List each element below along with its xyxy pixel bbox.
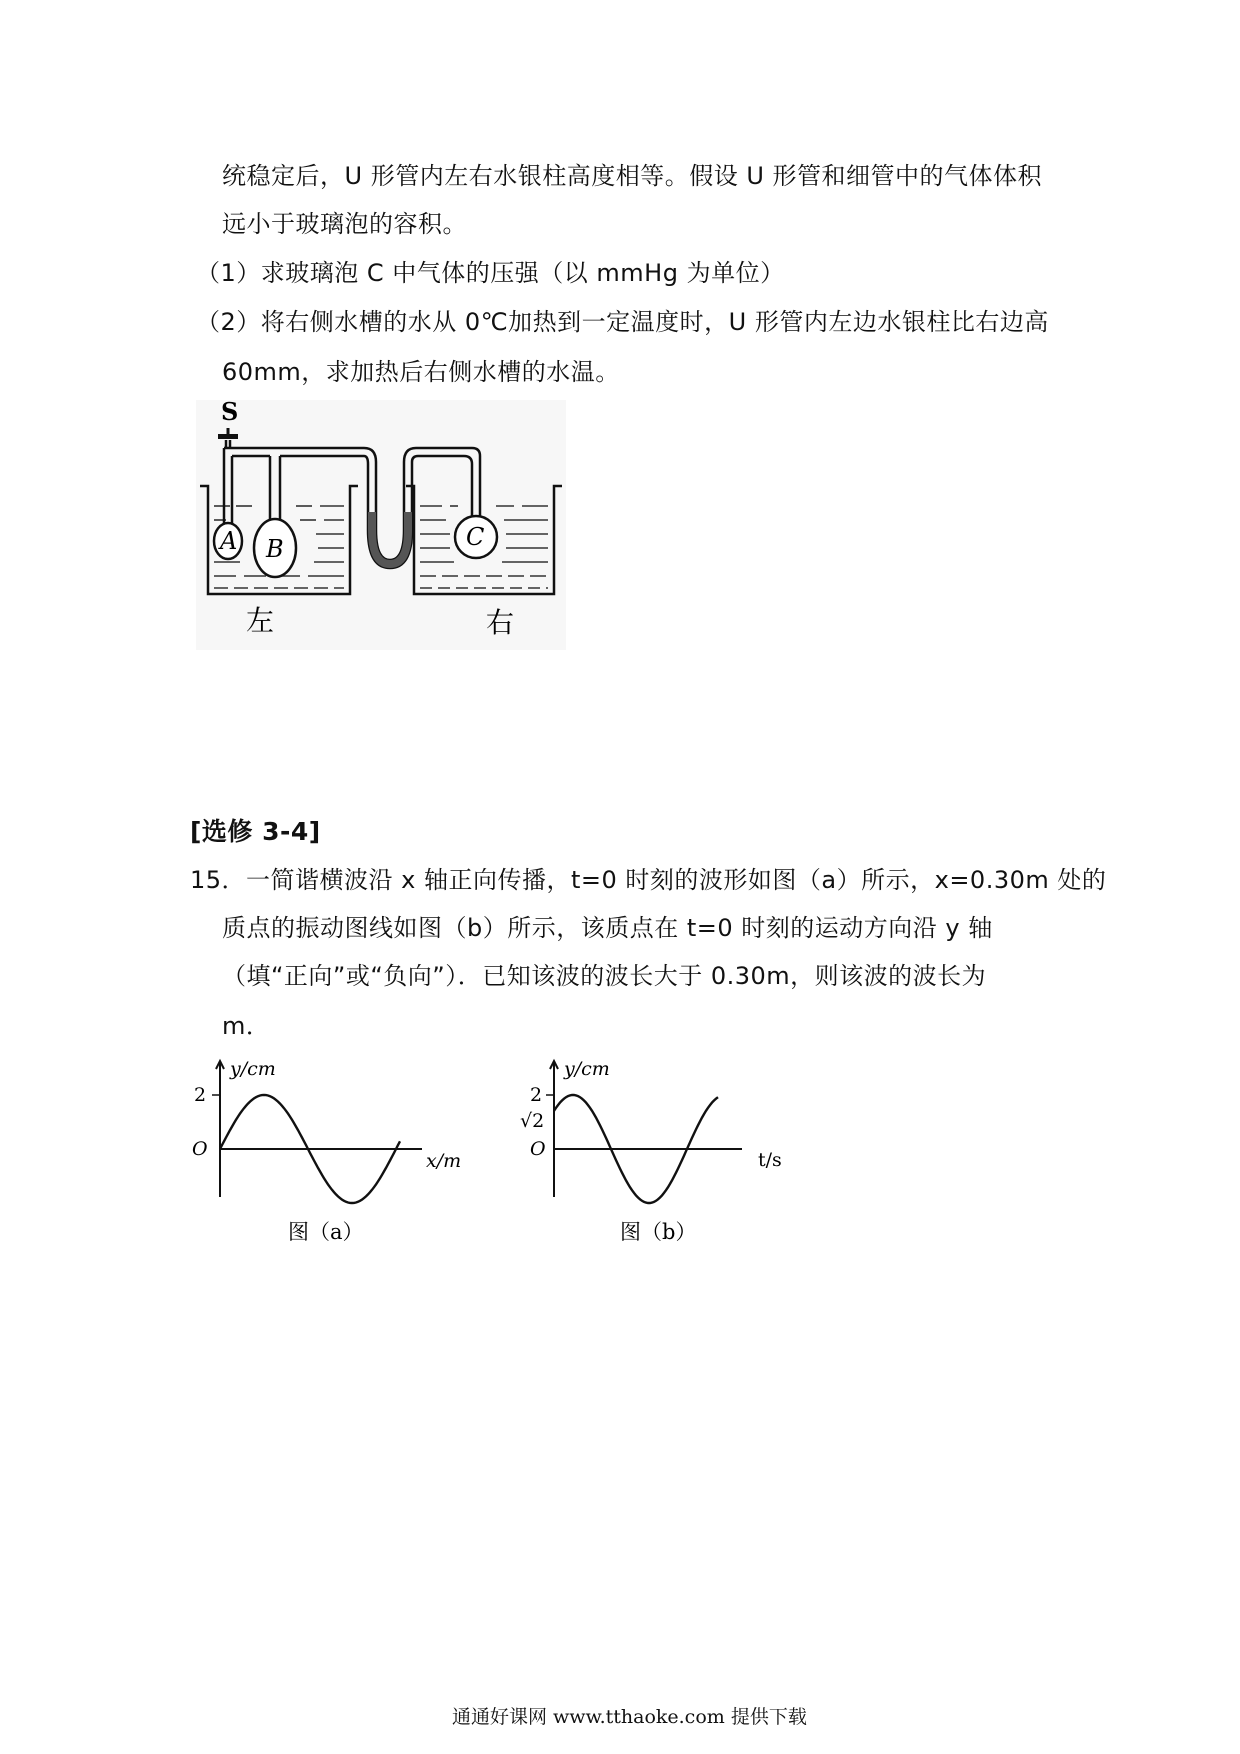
bulb-a-label: A — [220, 527, 238, 555]
graph-b-y-tick-top: 2 — [530, 1084, 543, 1106]
q14-continuation-line-2: 远小于玻璃泡的容积。 — [222, 210, 467, 238]
graph-a-y-label: y/cm — [230, 1058, 276, 1080]
section-elective-3-4: [选修 3-4] — [190, 817, 321, 846]
footer-source: 通通好课网 www.tthaoke.com 提供下载 — [452, 1706, 807, 1728]
graph-a-waveform — [190, 1055, 470, 1245]
q15-line-3: （填“正向”或“负向”）．已知该波的波长大于 0.30m，则该波的波长为 — [222, 962, 987, 990]
bulb-b-label: B — [266, 535, 284, 563]
q15-line-2: 质点的振动图线如图（b）所示，该质点在 t=0 时刻的运动方向沿 y 轴 — [222, 914, 993, 942]
graph-b-origin: O — [530, 1138, 546, 1160]
graph-b-y-label: y/cm — [564, 1058, 610, 1080]
graph-b-caption: 图（b） — [620, 1220, 697, 1244]
graph-b-y-tick-root: √2 — [520, 1110, 545, 1132]
q14-part-1: （1）求玻璃泡 C 中气体的压强（以 mmHg 为单位） — [196, 259, 785, 287]
graph-a-y-tick: 2 — [194, 1084, 207, 1106]
graph-b-vibration — [520, 1055, 810, 1245]
q14-continuation-line-1: 统稳定后，U 形管内左右水银柱高度相等。假设 U 形管和细管中的气体体积 — [222, 162, 1043, 190]
graph-a-origin: O — [192, 1138, 208, 1160]
left-tank-label: 左 — [246, 604, 275, 637]
graph-a-x-label: x/m — [426, 1150, 462, 1172]
bulb-c-label: C — [466, 523, 485, 551]
right-tank-label: 右 — [486, 606, 515, 639]
valve-label: S — [221, 400, 239, 426]
q14-part-2-line-1: （2）将右侧水槽的水从 0℃加热到一定温度时，U 形管内左边水银柱比右边高 — [196, 308, 1049, 336]
q14-part-2-line-2: 60mm，求加热后右侧水槽的水温。 — [222, 358, 620, 386]
gas-bulb-apparatus-figure — [196, 400, 566, 650]
q15-line-1: 15．一简谐横波沿 x 轴正向传播，t=0 时刻的波形如图（a）所示，x=0.30m 处的 — [190, 866, 1107, 894]
graph-b-x-label: t/s — [758, 1149, 782, 1171]
graph-a-caption: 图（a） — [288, 1220, 364, 1244]
q15-line-4: m． — [222, 1012, 271, 1040]
